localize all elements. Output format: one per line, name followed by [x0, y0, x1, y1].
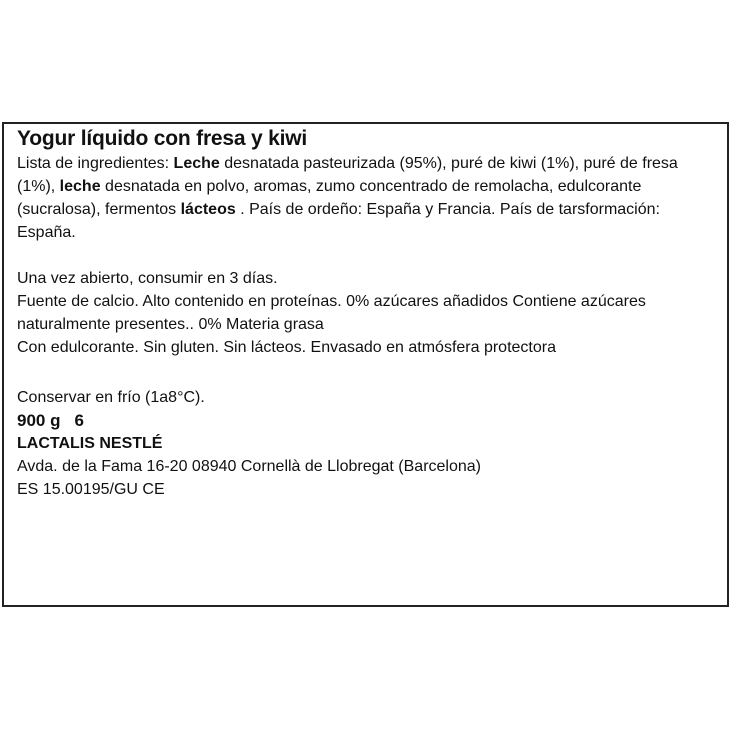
once-opened-note: Una vez abierto, consumir en 3 días. [17, 270, 278, 287]
nutrition-claims: Fuente de calcio. Alto contenido en proteínas. 0% azúcares añadidos Contiene azúcares naturalmente presentes.. 0% Materia grasa [17, 293, 646, 333]
ingredients-text-2: desnatada en polvo, aromas, zumo concentrado de remolacha, edulcorante (sucralosa), fermentos [17, 178, 642, 218]
ingredients-text-3: . País de ordeño: España y Francia. País de tarsformación: España. [17, 201, 660, 241]
net-quantity [17, 409, 715, 432]
net-weight: 900 g [17, 411, 61, 430]
health-registry-number: ES 15.00195/GU CE [17, 481, 165, 498]
manufacturer-name: LACTALIS NESTLÉ [17, 435, 163, 452]
storage-instructions: Conservar en frío (1a8°C). [17, 389, 205, 406]
dietary-claims: Con edulcorante. Sin gluten. Sin lácteos. Envasado en atmósfera protectora [17, 339, 556, 356]
allergen-leche-2: leche [59, 178, 101, 195]
allergen-leche: Leche [173, 155, 220, 172]
allergen-lacteos: lácteos [180, 201, 236, 218]
product-title: Yogur líquido con fresa y kiwi [17, 127, 307, 150]
ingredients-text-1: desnatada pasteurizada (95%), puré de kiwi (1%), puré de fresa (1%), [17, 155, 678, 195]
product-label-box [2, 122, 729, 607]
ingredients-prefix: Lista de ingredientes: [17, 155, 174, 172]
unit-count: 6 [74, 411, 84, 430]
manufacturer-address: Avda. de la Fama 16-20 08940 Cornellà de Llobregat (Barcelona) [17, 458, 481, 475]
ingredients-list [17, 152, 715, 244]
